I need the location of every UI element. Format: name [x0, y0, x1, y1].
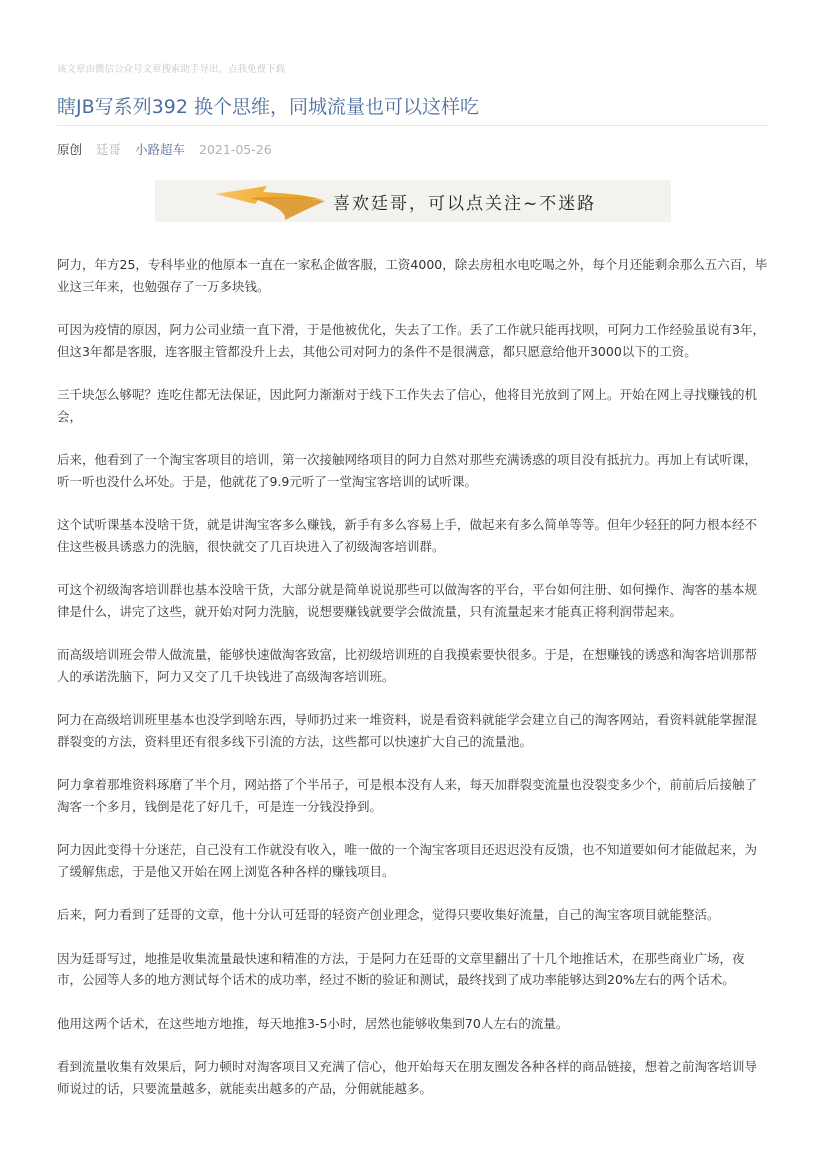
paragraph: 后来，他看到了一个淘宝客项目的培训，第一次接触网络项目的阿力自然对那些充满诱惑的项目没有抵抗力。再加上有试听课，听一听也没什么坏处。于是，他就花了9.9元听了一堂淘宝客培训的试听课。	[57, 452, 758, 489]
banner-text: 喜欢廷哥，可以点关注~不迷路	[333, 194, 597, 214]
article-meta	[57, 140, 282, 158]
paragraph: 阿力拿着那堆资料琢磨了半个月，网站搭了个半吊子，可是根本没有人来，每天加群裂变流量也没裂变多少个，前前后后接触了淘客一个多月，钱倒是花了好几千，可是连一分钱没挣到。	[57, 777, 758, 814]
paragraph: 阿力在高级培训班里基本也没学到啥东西，导师扔过来一堆资料，说是看资料就能学会建立自己的淘客网站，看资料就能掌握混群裂变的方法，资料里还有很多线下引流的方法，这些都可以快速扩大自己的流量池。	[57, 712, 758, 749]
article-title: 瞎JB写系列392 换个思维，同城流量也可以这样吃	[57, 96, 479, 118]
author-name: 廷哥	[96, 142, 122, 157]
original-label: 原创	[57, 142, 83, 157]
export-notice-link[interactable]: 该文章由微信公众号文章搜索助手导出，点我免费下载	[57, 64, 286, 75]
paragraph: 三千块怎么够呢？连吃住都无法保证，因此阿力渐渐对于线下工作失去了信心，他将目光放到了网上。开始在网上寻找赚钱的机会，	[57, 387, 758, 424]
paragraph: 看到流量收集有效果后，阿力顿时对淘客项目又充满了信心，他开始每天在朋友圈发各种各样的商品链接，想着之前淘客培训导师说过的话，只要流量越多，就能卖出越多的产品，分佣就能越多。	[57, 1059, 758, 1096]
publish-date: 2021-05-26	[199, 142, 272, 157]
paragraph: 而高级培训班会带人做流量，能够快速做淘客致富，比初级培训班的自我摸索要快很多。于是，在想赚钱的诱惑和淘客培训那帮人的承诺洗脑下，阿力又交了几千块钱进了高级淘客培训班。	[57, 647, 758, 684]
paragraph: 他用这两个话术，在这些地方地推，每天地推3-5小时，居然也能够收集到70人左右的流量。	[57, 1015, 569, 1031]
paragraph: 可因为疫情的原因，阿力公司业绩一直下滑，于是他被优化，失去了工作。丢了工作就只能再找呗，可阿力工作经验虽说有3年，但这3年都是客服，连客服主管都没升上去，其他公司对阿力的条件不是很满意，都只愿意给他开3000以下的工资。	[57, 322, 765, 359]
paragraph: 因为廷哥写过，地推是收集流量最快速和精准的方法，于是阿力在廷哥的文章里翻出了十几个地推话术，在那些商业广场，夜市，公园等人多的地方测试每个话术的成功率，经过不断的验证和测试，最终找到了成功率能够达到20%左右的两个话术。	[57, 950, 745, 987]
account-name-link[interactable]: 小路超车	[135, 142, 186, 157]
article-body	[57, 254, 769, 1121]
paragraph: 后来，阿力看到了廷哥的文章，他十分认可廷哥的轻资产创业理念，觉得只要收集好流量，自己的淘宝客项目就能整活。	[57, 907, 720, 922]
paragraph: 可这个初级淘客培训群也基本没啥干货，大部分就是简单说说那些可以做淘客的平台，平台如何注册、如何操作、淘客的基本规律是什么，讲完了这些，就开始对阿力洗脑，说想要赚钱就要学会做流量，只有流量起来才能真正将利润带起来。	[57, 582, 758, 619]
paragraph: 这个试听课基本没啥干货，就是讲淘宝客多么赚钱，新手有多么容易上手，做起来有多么简单等等。但年少轻狂的阿力根本经不住这些极具诱惑力的洗脑，很快就交了几百块进入了初级淘客培训群。	[57, 517, 758, 554]
paragraph: 阿力因此变得十分迷茫，自己没有工作就没有收入，唯一做的一个淘宝客项目还迟迟没有反馈，也不知道要如何才能做起来，为了缓解焦虑，于是他又开始在网上浏览各种各样的赚钱项目。	[57, 842, 758, 879]
paragraph: 阿力，年方25，专科毕业的他原本一直在一家私企做客服，工资4000，除去房租水电吃喝之外，每个月还能剩余那么五六百，毕业这三年来，也勉强存了一万多块钱。	[57, 257, 768, 294]
title-divider	[57, 125, 769, 126]
follow-banner	[155, 180, 671, 222]
